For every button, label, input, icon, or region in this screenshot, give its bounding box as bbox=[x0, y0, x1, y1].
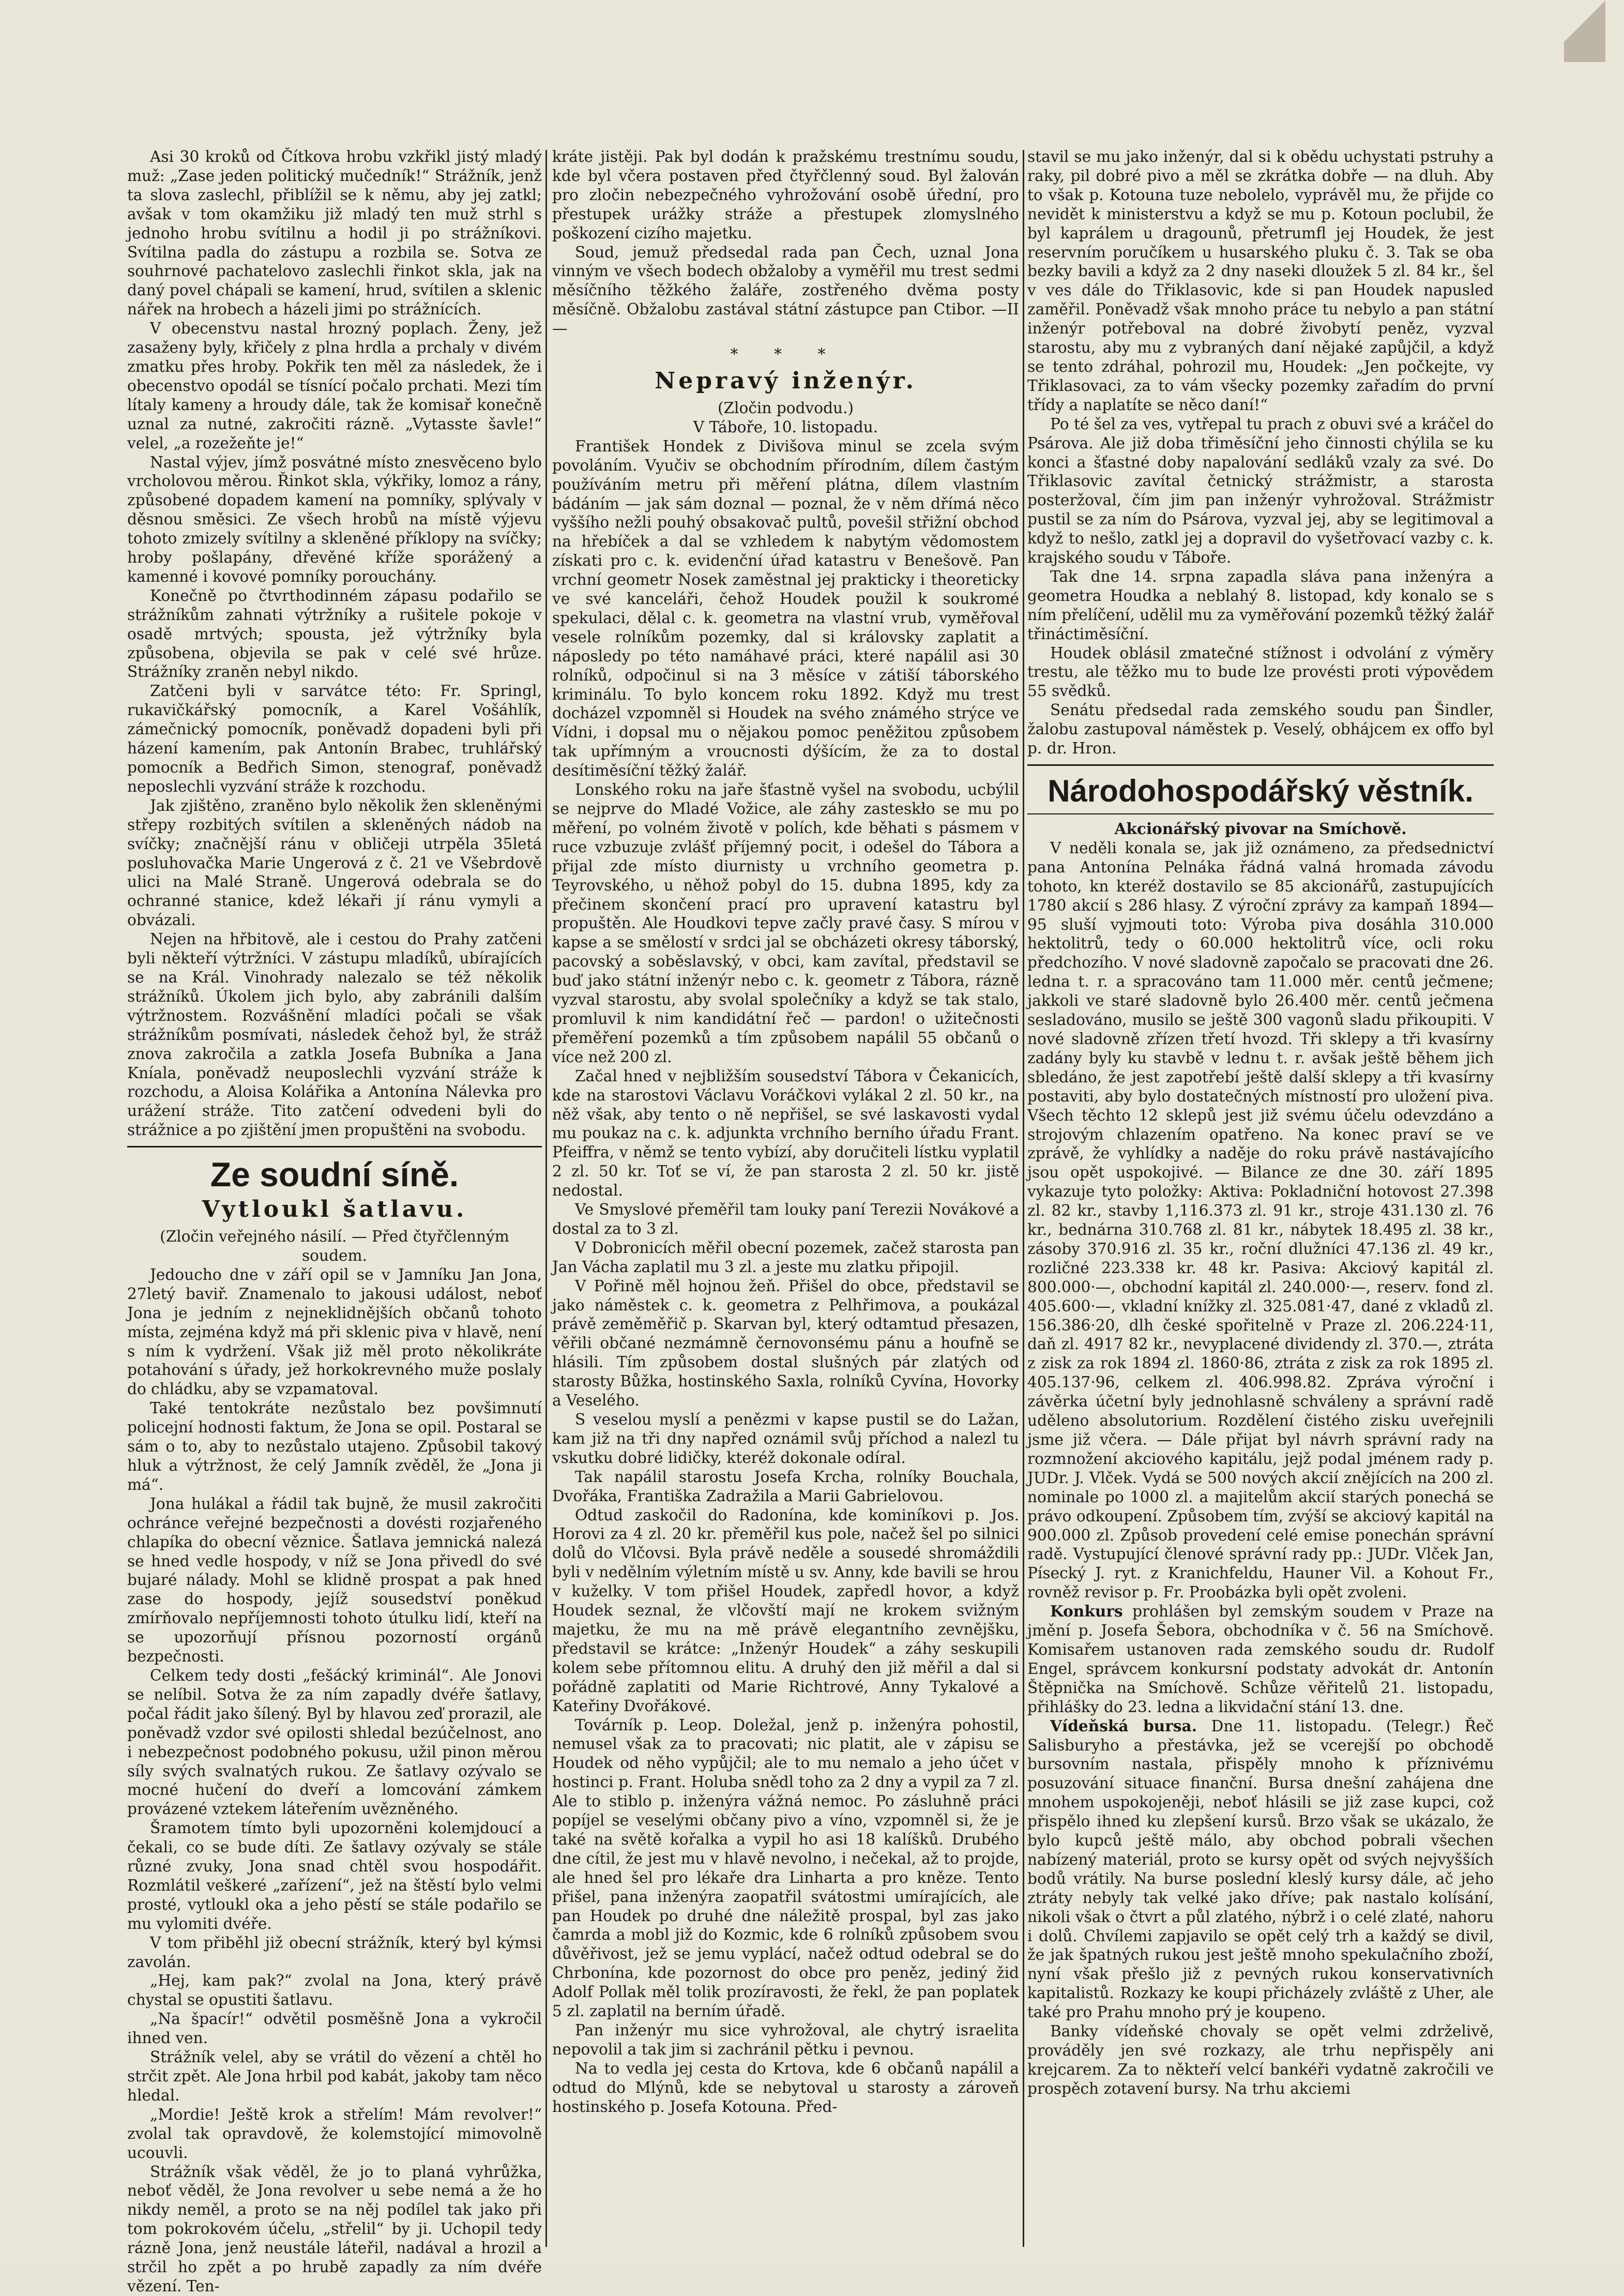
crime-subtitle: (Zločin veřejného násilí. — Před čtyřčlenným soudem. bbox=[160, 1228, 509, 1265]
article-paragraph: V tom přiběhl již obecní strážník, který byl kýmsi zavolán. bbox=[127, 1934, 542, 1971]
article-paragraph: Strážník velel, aby se vrátil do vězení a chtěl ho strčit zpět. Ale Jona hrbil pod kabát, jakoby tam něco hledal. bbox=[127, 2048, 542, 2104]
article-paragraph: František Hondek z Divišova minul se zcela svým povoláním. Vyučiv se obchodním přírodním, dílem častým používáním metru při měření plátna, dílem vlastním bádáním — jak sám doznal — poznal, že v něm dřímá něco vyššího nežli pouhý obsakovač pultů, povešil střižní obchod na hřebíček a dal se vzhledem k nabytým vědomostem získati pro c. k. evidenční úřad katastru v Benešově. Pan vrchní geometr Nosek zaměstnal jej prakticky i theoreticky ve své kanceláři, čehož Houdek použil k soukromé spekulaci, dělal c. k. geometra na vlastní vrub, vyměřoval vesele rolníkům pozemky, dal si královsky zaplatit a náposledy po této namáhavé práci, které napálil asi 30 rolníků, odpočinul si na 3 měsíce v zátiší táborského kriminálu. To bylo koncem roku 1892. Když mu trest docházel vzpomněl si Houdek na svého známého strýce ve Vídni, i dopsal mu o nějakou pomoc peněžitou způsobem tak upřímným a vroucnosti dýšícím, že za to dostal desítiměsíční těžký žalář. bbox=[552, 437, 1019, 780]
konkurs-text: prohlášen byl zemským soudem v Praze na jmění p. Josefa Šebora, obchodníka v č. 56 na Smíchově. Komisařem ustanoven rada zemského soudu dr. Rudolf Engel, správcem konkursní podstaty advokát dr. Antonín Štěpnička na Smíchově. Schůze věřitelů 21. listopadu, přihlášky do 23. ledna a likvidační stání 13. dne. bbox=[1027, 1603, 1494, 1716]
article-paragraph: Jona hulákal a řádil tak bujně, že musil zakročiti ochránce veřejné bezpečnosti a dovésti rozjařeného chlapíka do obecní věznice. Šatlava jemnická nalezá se hned vedle hospody, v níž se Jona přivedl do své bujaré nálady. Mohl se klidně prospat a pak hned zase do hospody, jejíž sousedství poněkud zmírňovalo nepříjemnosti tohoto útulku lidí, kteří na se upozorňují přísnou pozorností orgánů bezpečnosti. bbox=[127, 1494, 542, 1666]
article-paragraph: Nastal výjev, jímž posvátné místo znesvěceno bylo vrcholovou měrou. Řinkot skla, výkřiky, lomoz a rány, způsobené dopadem kamení na pomníky, splývaly v děsnou směsici. Ze všech hrobů na místě výjevu tohoto zmizely svítilny a skleněné příklopy na svíčky; hroby pošlapány, dřevěné kříže sporážený a kamenné i kovové pomníky porouchány. bbox=[127, 453, 542, 585]
article-paragraph: Šramotem tímto byli upozorněni kolemjdoucí a čekali, co se bude díti. Ze šatlavy ozývaly se stále různé zvuky, Jona snad chtěl svou hospodářit. Rozmlátil veškeré „zařízení“, jež na štěstí bylo velmi prosté, vytloukl oka a jeho pěstí se stále podařilo se mu vylomiti dvéře. bbox=[127, 1819, 542, 1932]
article-paragraph: „Na špacír!“ odvětil posměšně Jona a vykročil ihned ven. bbox=[127, 2010, 542, 2047]
article-paragraph: Továrník p. Leop. Doležal, jenž p. inženýra pohostil, nemusel však za to pracovati; nic platit, ale v zápisu se Houdek od něho vypůjčil; ale to mu nemalo a jeho účet v hostinci p. Frant. Holuba snědl toho za 2 dny a vypil za 7 zl. Ale to stiblo p. inženýra vážná nemoc. Po zásluhně práci popíjel se veselými občany pivo a víno, vzpomněl si, že je také na světě kořalka a vypil ho asi 18 kalíšků. Drubého dne cítil, že jest mu v hlavě nevolno, i nečekal, až to projde, ale hned šel pro lékaře dra Linharta a pro kněze. Tento přišel, pana inženýra zaopatřil svátostmi umírajících, ale pan Houdek po druhé dne náležitě prospal, byl zas jako čamrda a mobl již do Kozmic, kde 6 rolníků způsobem svou důvěřivost, jež se jemu vyplácí, načež odtud odebral se do Chrbonína, kde pozornost do obce pro peněz, jediný žid Adolf Pollak měl tolik prozíravosti, že řekl, že pan poplatek 5 zl. zaplatil na berním úřadě. bbox=[552, 1716, 1019, 2020]
column-rule-2 bbox=[1023, 150, 1024, 2247]
dateline: V Táboře, 10. listopadu. bbox=[693, 418, 878, 436]
section-heading-court: Ze soudní síně. bbox=[210, 1155, 459, 1194]
section-divider bbox=[127, 1146, 542, 1147]
article-paragraph: V Dobronicích měřil obecní pozemek, začež starosta pan Jan Vácha zaplatil mu 3 zl. a jeste mu zlatku připojil. bbox=[552, 1238, 1019, 1276]
article-paragraph: Banky vídeňské chovaly se opět velmi zdrželivě, prováděly jen své rozkazy, ale trhu nepřispěly ani krejcarem. Za to někteří velcí bankéři vydatně zakročili ve prospěch zotavení bursy. Na trhu akciemi bbox=[1027, 2022, 1494, 2097]
article-paragraph: Tak dne 14. srpna zapadla sláva pana inženýra a geometra Houdka a neblahý 8. listopad, kdy konalo se s ním přelíčení, udělil mu za vyměřování pozemků těžký žalář třináctiměsíční. bbox=[1027, 567, 1494, 643]
article-paragraph: V neděli konala se, jak již oznámeno, za předsednictví pana Antonína Pelnáka řádná valná hromada závodu tohoto, kn kteréž dostavilo se 85 akcionářů, zastupujících 1780 akcií s 286 hlasy. Z výroční zprávy za kampaň 1894—95 sluší vyjmouti toto: Výroba piva dosáhla 310.000 hektolitrů, tedy o 60.000 hektolitrů více, ocli roku předchozího. V nové sladovně započalo se pracovati dne 26. ledna t. r. a spracováno tam 11.000 měr. centů ječmene; jakkoli ve staré sladovně bylo 26.400 měr. centů ječmena sesladováno, musilo se ještě 300 vagonů sladu přikoupiti. V nové sladovně zřízen třetí hvozd. Tři sklepy a tři kvasírny zadány byly ku stavbě v lednu t. r. avšak ještě během jich sbledáno, že jest zapotřebí ještě další sklepy a tři kvasírny postaviti, aby bylo dostatečných místností pro uložení piva. Všech těchto 12 sklepů jest již svému účelu odevzdáno a strojovým chlazením opatřeno. Na konec praví se ve zprávě, že vyhlídky a naděje do roku právě nastávajícího jsou opět uspokojivé. — Bilance ze dne 30. září 1895 vykazuje tyto položky: Aktiva: Pokladniční hotovost 27.398 zl. 82 kr., stavby 1,116.373 zl. 91 kr., stroje 431.130 zl. 76 kr., bednárna 310.768 zl. 81 kr., nábytek 18.495 zl. 38 kr., zásoby 370.916 zl. 35 kr., roční dlužníci 47.136 zl. 49 kr., rozličné 223.338 kr. 48 kr. Pasiva: Akciový kapitál zl. 800.000·—, obchodní kapitál zl. 240.000·—, reserv. fond zl. 405.600·—, vkladní knížky zl. 325.081·47, dané z vkladů zl. 156.386·20, dlh české spořitelně v Praze zl. 206.224·11, daň zl. 4917 82 kr., nevyplacené dividendy zl. 370.—, ztráta z zisk za rok 1894 zl. 1860·86, ztráta z zisk za rok 1895 zl. 405.137·96, celkem zl. 406.998.82. Zpráva výroční i závěrka účetní byly jednohlasně schváleny a správní radě uděleno absolutorium. Rozdělení čistého zisku uveřejnili jsme již včera. — Dále přijat byl návrh správní rady na rozmnožení akciového kapitálu, jejž podal jménem rady p. JUDr. J. Vlček. Vydá se 500 nových akcií znějících na 200 zl. nominale po 1000 zl. a majitelům akcií starých ponechá se právo odkoupení. Způsobem tím, zvýší se akciový kapitál na 900.000 zl. Způsob provedení celé emise ponechán správní radě. Vystupující členové správní rady pp.: JUDr. Vlček Jan, Písecký J. ryt. z Kranichfeldu, Hauner Vil. a Kohout Fr., rovněž revisor p. Fr. Proobázka byli opět zvoleni. bbox=[1027, 839, 1494, 1602]
article-paragraph: kráte jistěji. Pak byl dodán k pražskému trestnímu soudu, kde byl včera postaven před čtyřčlenný soud. Byl žalován pro zločin nebezpečného vyhrožování osobě úřední, pro přestupek urážky stráže a přestupek zlomyslného poškození cizího majetku. bbox=[552, 148, 1019, 242]
article-paragraph: Asi 30 kroků od Čítkova hrobu vzkřikl jistý mladý muž: „Zase jeden politický mučedník!“ Strážník, jenž ta slova zaslechl, přiblížil se k němu, aby jej zatkl; avšak v tom okamžiku již mladý ten muž strhl s jednoho hrobu svítilnu a hodil ji po strážníkovi. Svítilna padla do zástupu a rozbila se. Sotva ze souhrnové pachatelovo zaslechli řinkot skla, jak na daný povel chápali se kamení, hrud, svítilen a sklenic nářek na hrobech a házeli jimi po strážnících. bbox=[127, 148, 542, 319]
article-heading-satlava: Vytloukl šatlavu. bbox=[202, 1196, 467, 1223]
article-paragraph: „Mordie! Ještě krok a střelím! Mám revolver!“ zvolal tak opravdově, že kolemstojící mimovolně ucouvli. bbox=[127, 2105, 542, 2162]
article-paragraph: Po té šel za ves, vytřepal tu prach z obuvi své a kráčel do Psárova. Ale již doba třiměsíční jeho činnosti chýlila se ku konci a šťastné doby napalování sedláků vzaly za své. Do Třiklasovic zavítal četnický strážmistr, a starosta posteržoval, čím jim pan inženýr vyhrožoval. Strážmistr pustil se za ním do Psárova, vyzval jej, aby se legitimoval a když to nešlo, zatkl jej a dopravil do vyšetřovací vazby c. k. krajského soudu v Táboře. bbox=[1027, 415, 1494, 567]
column-3 bbox=[1027, 147, 1494, 2247]
article-paragraph: V obecenstvu nastal hrozný poplach. Ženy, jež zasaženy byly, křičely z plna hrdla a prchaly v divém zmatku přes hroby. Pokřik ten měl za následek, že i obecenstvo opodál se tísnící počalo prchati. Mezi tím lítaly kameny a hroudy dále, tak že komisař konečně uznal za nutné, zakročiti rázně. „Vytasste šavle!“ velel, „a rozežeňte je!“ bbox=[127, 320, 542, 452]
article-paragraph: Zatčeni byli v sarvátce této: Fr. Springl, rukavičkářský pomocník, a Karel Vošáhlík, zámečnický pomocník, poněvadž dopadeni byli při házení kamením, pak Antonín Brabec, truhlářský pomocník a Bedřich Simon, stenograf, poněvadž neposlechli vyzvání stráže k rozchodu. bbox=[127, 682, 542, 795]
article-paragraph: Senátu předsedal rada zemského soudu pan Šindler, žalobu zastupoval náměstek p. Veselý, obhájcem ex offo byl p. dr. Hron. bbox=[1027, 701, 1494, 758]
article-paragraph: Ve Smyslové přeměřil tam louky paní Terezii Novákové a dostal za to 3 zl. bbox=[552, 1201, 1019, 1237]
column-1 bbox=[127, 147, 542, 2295]
vienna-bourse-heading: Vídeňská bursa. bbox=[1050, 1716, 1197, 1735]
article-paragraph: Strážník však věděl, že jo to planá vyhrůžka, neboť věděl, že Jona revolver u sebe nemá a že ho nikdy neměl, a proto se na něj podílel tak jako při tom pokrokovém účelu, „střelil“ by ji. Uchopil tedy rázně Jona, jenž neustále láteřil, nadával a hrozil a strčil ho zpět a po hrubě zapadly za ním dvéře vězení. Ten- bbox=[127, 2163, 542, 2295]
vienna-bourse-text: Dne 11. listopadu. (Telegr.) Řeč Salisburyho a přestávka, jež se vcerejší po obchodě bursovním nastala, přispěly mnoho k příznivému posuzování situace finanční. Bursa dnešní zahájena dne mnohem uspokojeněji, neboť hlásili se již zase kupci, což přispělo ihned ku zlepšení kursů. Brzo však se ukázalo, že bylo kupců ještě málo, aby obchod pobrali všechen nabízený materiál, proto se kursy opět od svých nejvyšších bodů vrátily. Na burse poslední kleslý kursy dále, ač jeho ztráty nebyly tak velké jako dříve; pak nastalo kolísání, nikoli však o čtvrt a půl zlatého, nýbrž i o celé zlaté, nahoru i dolů. Chvílemi zapjavilo se opět celý trh a každý se divil, že jak špatných rukou jest ještě mnoho spekulačního zboží, nyní však přešlo již z pevných rukou konservativních kapitalistů. Rozkazy ke koupi přicházely zvláště z Uher, ale také pro Prahu mnoho prý je koupeno. bbox=[1027, 1717, 1494, 2021]
article-paragraph: stavil se mu jako inženýr, dal si k obědu uchystati pstruhy a raky, pil dobré pivo a měl se zkrátka dobře — na dluh. Aby to však p. Kotouna tuze nebolelo, vyprávěl mu, že přijde co nevidět k ministerstvu a když se mu p. Kotoun poclubil, že byl kaprálem u dragounů, přetrumfl jej Houdek, že jest reservním poručíkem u husarského pluku č. 3. Tak se oba bezky bavili a když za 2 dny naseki dloužek 5 zl. 84 kr., šel v ves dále do Třiklasovic, kde si pan Houdek napusled zaměřil. Poněvadž však mnoho práce tu nebylo a pan státní inženýr potřeboval na dobré živobytí peněz, vyzval starostu, aby mu z vybraných daní nějaké zapůjčil, a když se tento zdráhal, pohrozil mu, Houdek: „Jen počkejte, vy Třiklasovaci, za to vám všecky pozemky zařadím do první třídy a naplatíte se něco daní!“ bbox=[1027, 148, 1494, 414]
article-paragraph: Jak zjištěno, zraněno bylo několik žen skleněnými střepy rozbitých svítilen a skleněných nádob na svíčky; značnější ránu v obličeji utrpěla 35letá posluhovačka Marie Ungerová z č. 21 ve Všebrdově ulici na Malé Straně. Ungerová odebrala se do ochranné stanice, kdež lékaři jí ránu vymyli a obvázali. bbox=[127, 796, 542, 929]
article-paragraph: Také tentokráte nezůstalo bez povšimnutí policejní hodnosti faktum, že Jona se opil. Postaral se sám o to, aby to nezůstalo utajeno. Způsobil takový hluk a výtržnost, že celý Jamník zvěděl, že „Jona ji má“. bbox=[127, 1399, 542, 1493]
crime-subtitle: (Zločin podvodu.) bbox=[717, 399, 854, 417]
article-heading-inzenyr: Nepravý inženýr. bbox=[655, 367, 917, 394]
article-paragraph: Houdek oblásil zmatečné stížnost i odvolání z výměry trestu, ale těžko mu to bude lze provésti proti výpovědem 55 svědků. bbox=[1027, 644, 1494, 700]
section-stars: * * * bbox=[730, 345, 841, 364]
article-heading-pivovar: Akcionářský pivovar na Smíchově. bbox=[1114, 820, 1407, 838]
heading-underline bbox=[1027, 813, 1494, 814]
article-paragraph: Lonského roku na jaře šťastně vyšel na svobodu, ucbýlil se nejprve do Mladé Vožice, ale záhy zasteskło se mu po měření, po volném životě v polích, kde běhati s pásmem v ruce vzbuzuje zvlášť příjemný pocit, i odešel do Tábora a přijal zde místo diurnisty u vrchního geometra p. Teyrovského, u něhož pobyl do 15. dubna 1895, kdy za přečinem skončení prací pro upravení katastru byl propuštěn. Ale Houdkovi tepve začly pravé časy. S mírou v kapse a se smělostí v srdci jal se obcházeti okresy táborský, pacovský a soběslavský, v obci, kam zavítal, představil se buď jako státní inženýr nebo c. k. geometr z Tábora, rázně vyzval starostu, aby svolal společníky a když se tak stalo, promluvil k nim kandidátní řeč — pardon! o užitečnosti přeměření pozemků a tím způsobem napálil 55 občanů o více než 200 zl. bbox=[552, 781, 1019, 1066]
article-paragraph: Na to vedla jej cesta do Krtova, kde 6 občanů napálil a odtud do Mlýnů, kde se nebytoval u starosty a zároveň hostinského p. Josefa Kotouna. Před- bbox=[552, 2059, 1019, 2116]
article-paragraph: Soud, jemuž předsedal rada pan Čech, uznal Jona vinným ve všech bodech obžaloby a vyměřil mu trest sedmi měsíčního těžkého žaláře, zostřeného dvěma posty měsíčně. Obžalobu zastával státní zástupce pan Ctibor. —II— bbox=[552, 243, 1019, 338]
article-paragraph: V Pořině měl hojnou žeň. Přišel do obce, představil se jako náměstek c. k. geometra z Pelhřimova, a poukázal právě zeměměřič p. Skarvan byl, který odtamtud přesazen, věřili občané nezmámně černovonsému pánu a houfně se hlásili. Tím způsobem dostal slušných pár zlatých od starosty Bůžka, hostinského Saxla, rolníků Cyvína, Hovorky a Veselého. bbox=[552, 1277, 1019, 1410]
article-paragraph: Tak napálil starostu Josefa Krcha, rolníky Bouchala, Dvořáka, Františka Zadražila a Marii Gabrielovou. bbox=[552, 1468, 1019, 1505]
article-paragraph: Konečně po čtvrthodinném zápasu podařilo se strážníkům zahnati výtržníky a rušitele pokoje v osadě mrtvých; spousta, jež výtržníky byla způsobena, objevila se pak v celé své hrůze. Strážníky zraněn nebyl nikdo. bbox=[127, 586, 542, 681]
article-paragraph: Odtud zaskočil do Radonína, kde kominíkovi p. Jos. Horovi za 4 zl. 20 kr. přeměřil kus pole, načež šel po silnici dolů do Vlčovsi. Byla právě neděle a sousedé shromáždili byli v nedělním výletním místě u sv. Anny, kde bavili se hrou v kuželky. V tom přišel Houdek, zapředl hovor, a když Houdek seznal, že vlčovští mají ne krokem svižným majetku, že mu na mě právě elegantního zevnějšku, představil se krátce: „Inženýr Houdek“ a záhy seskupili kolem sebe přítomnou elitu. A druhý den již měřil a dal si pořádně zaplatiti od Marie Richtrové, Anny Tykalové a Kateřiny Dvořákové. bbox=[552, 1506, 1019, 1715]
folded-corner bbox=[1564, 0, 1605, 62]
article-paragraph: „Hej, kam pak?“ zvolal na Jona, který právě chystal se opustiti šatlavu. bbox=[127, 1972, 542, 2009]
section-heading-economy: Národohospodářský věstník. bbox=[1048, 774, 1474, 808]
article-paragraph: Jedoucho dne v září opil se v Jamníku Jan Jona, 27letý baviř. Znamenalo to jakousi událost, neboť Jona je jedním z nejneklidnějších občanů tohoto místa, zejména když má při sklenic piva v hlavě, není s ním k vydržení. Však již měl proto několikráte potahování s úřady, jež horkokrevného muže poslaly do chládku, aby se vzpamatoval. bbox=[127, 1265, 542, 1398]
article-paragraph: Celkem tedy dosti „fešácký kriminál“. Ale Jonovi se nelíbil. Sotva že za ním zapadly dvéře šatlavy, počal řádit jako šílený. Byl by hlavou zeď prorazil, ale poněvadž vzdor své opilosti shledal bezúčelnost, ano i nebezpečnost podobného pokusu, užil pinon měrou síly svých svalnatých rukou. Ze šatlavy ozývalo se mocné hučení do dveří a lomcování zámkem provázené vztekem láteřením uvězněného. bbox=[127, 1666, 542, 1818]
article-paragraph: S veselou myslí a penězmi v kapse pustil se do Lažan, kam již na tři dny napřed oznámil svůj příchod a nalezl tu vskutku dobré lidičky, kteréž dokonale odíral. bbox=[552, 1411, 1019, 1467]
konkurs-heading: Konkurs bbox=[1050, 1602, 1123, 1621]
column-2 bbox=[552, 147, 1019, 2247]
article-paragraph: Pan inženýr mu sice vyhrožoval, ale chytrý israelita nepovolil a tak jim si zachránil pětku i pevnou. bbox=[552, 2021, 1019, 2058]
article-paragraph: Nejen na hřbitově, ale i cestou do Prahy zatčeni byli někteří výtržníci. V zástupu mladíků, ubírajících se na Král. Vinohrady nalezalo se též několik strážníků. Úkolem jich bylo, aby zabránili dalším výtržnostem. Rozvášnění mladíci počali se však strážníkům posmívati, následek čehož byl, že stráž znova zakročila a zatkla Josefa Bubníka a Jana Kníala, poněvadž neuposlechli vyzvání stráže k rozchodu, a Aloisa Kolářika a Antonína Nálevka pro urážení stráže. Tito zatčení odvedeni byli do strážnice a po zjištění jmen propuštěni na svobodu. bbox=[127, 930, 542, 1139]
article-paragraph: Začal hned v nejbližším sousedství Tábora v Čekanicích, kde na starostovi Václavu Voráčkovi vylákal 2 zl. 50 kr., na něž však, aby tento o ně nepřišel, se své laskavosti vydal mu poukaz na c. k. adjunkta vrchního berního úřadu Frant. Pfeiffra, v němž se tento vybízí, aby doručiteli lístku vyplatil 2 zl. 50 kr. Toť se ví, že pan starosta 2 zl. 50 kr. jistě nedostal. bbox=[552, 1067, 1019, 1200]
column-rule-1 bbox=[545, 150, 547, 2247]
section-divider bbox=[1027, 764, 1494, 766]
